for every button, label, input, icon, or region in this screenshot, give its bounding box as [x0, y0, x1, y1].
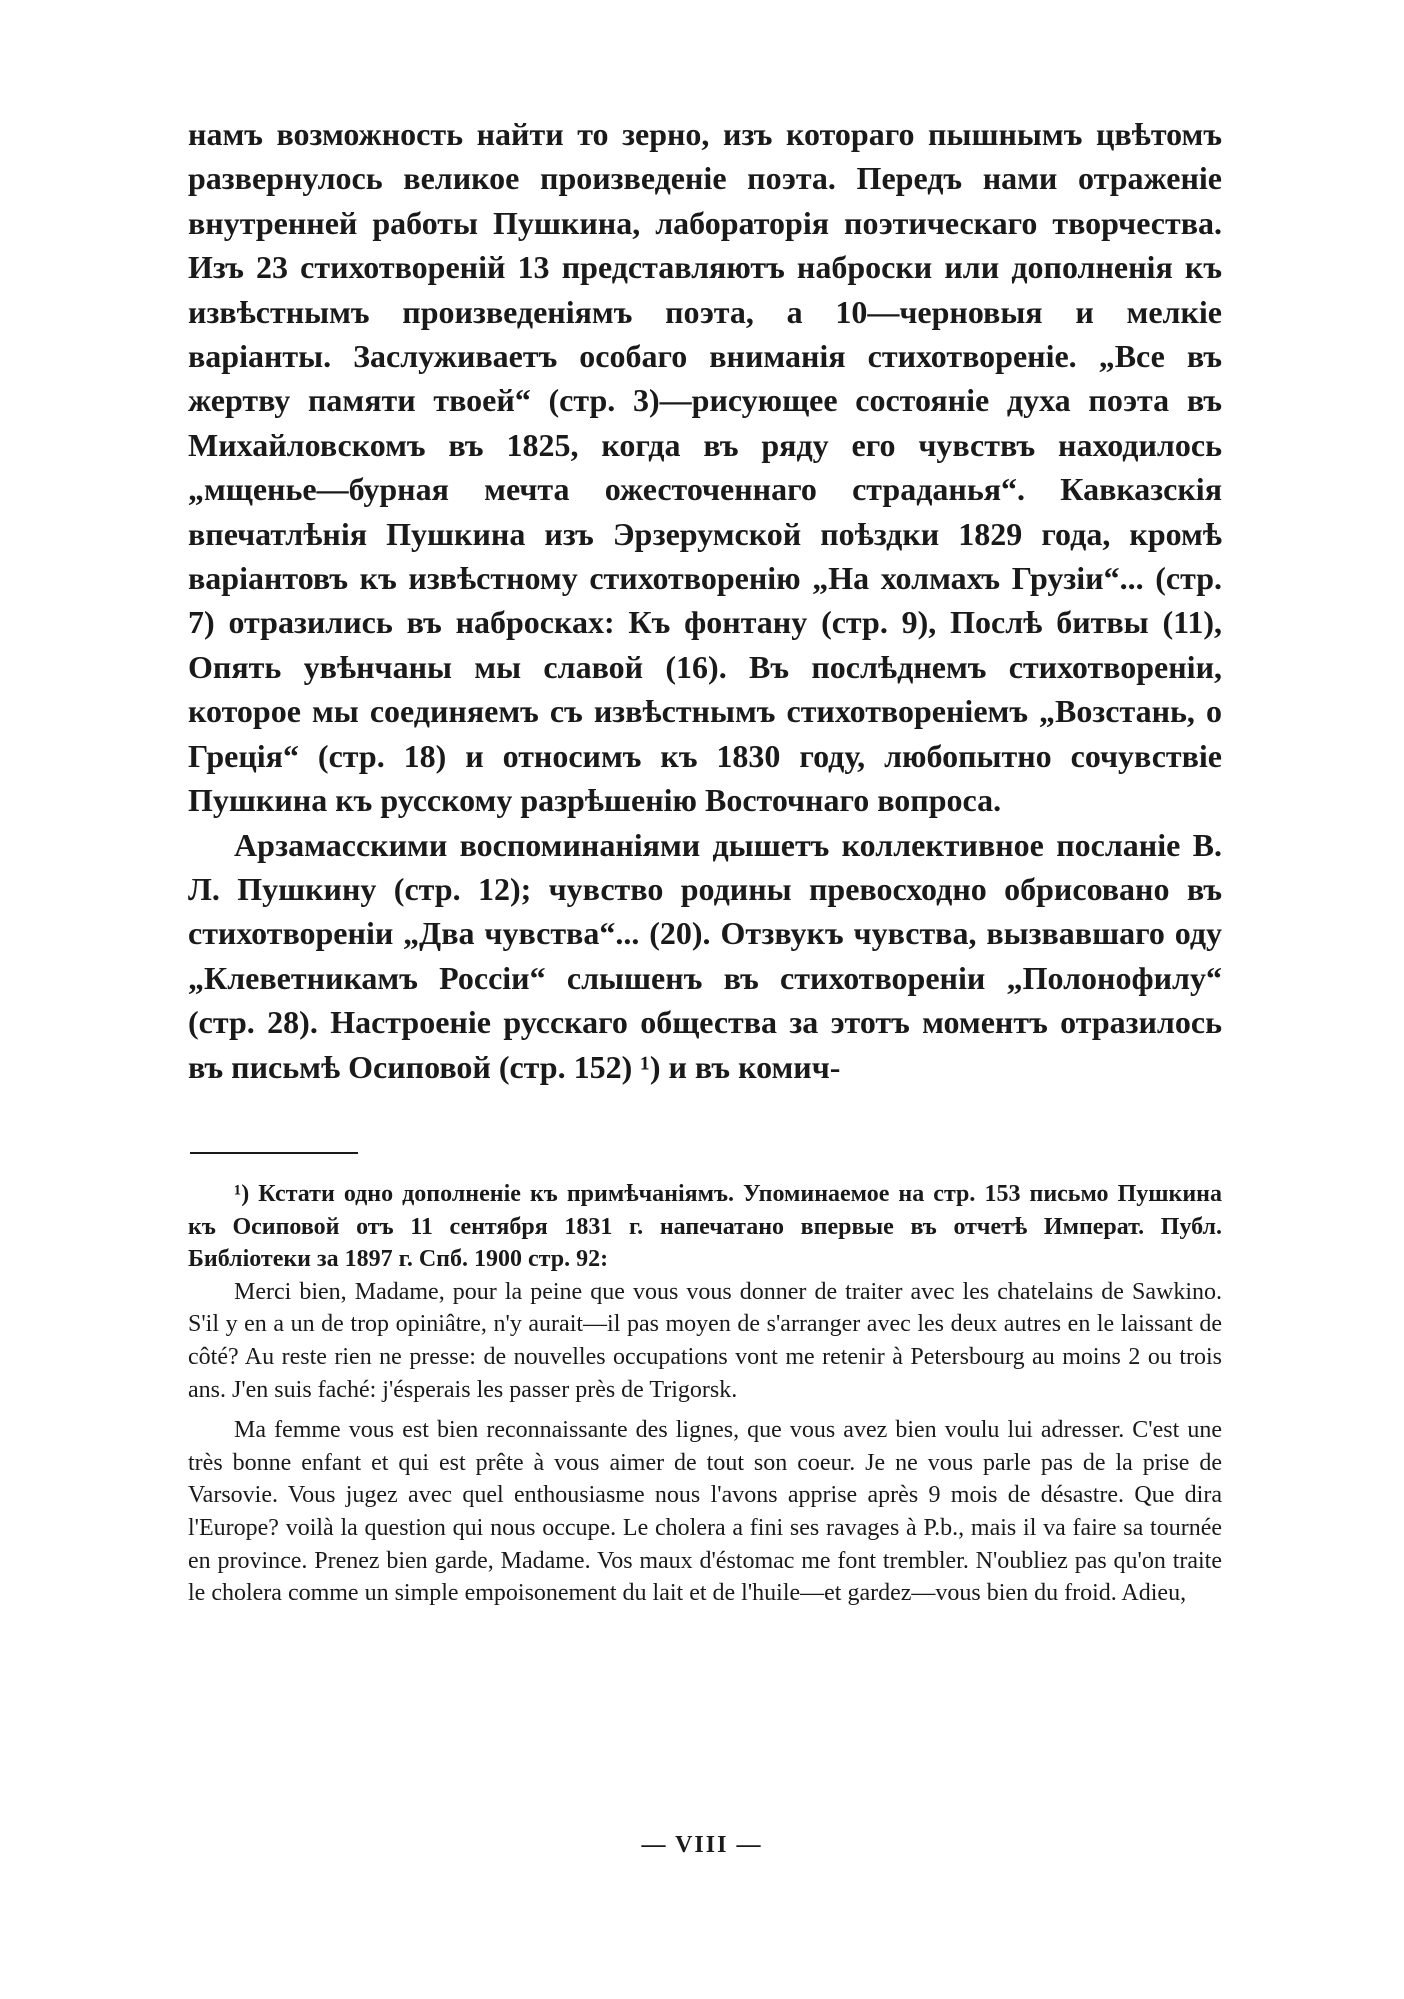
- footnote-letter-paragraph-1: Merci bien, Madame, pour la peine que vous vous donner de traiter avec les chatelains de Sawkino. S'il y en a un de trop opiniâtre, n'y aurait—il pas moyen de s'arranger avec les deux autres en le laissant de côté? Au reste rien ne presse: de nouvelles occupations vont me retenir à Petersbourg au moins 2 ou trois ans. J'en suis faché: j'ésperais les passer près de Trigorsk.: [188, 1278, 1222, 1403]
- page-number: — VIII —: [641, 1832, 763, 1858]
- footnotes-section: [188, 1178, 1222, 1610]
- body-paragraph-2: Арзамасскими воспоминаніями дышетъ коллективное посланіе В. Л. Пушкину (стр. 12); чувство родины превосходно обрисовано въ стихотвореніи „Два чувства“... (20). Отзвукъ чувства, вызвавшаго оду „Клеветникамъ Россіи“ слышенъ въ стихотвореніи „Полонофилу“ (стр. 28). Настроеніе русскаго общества за этотъ моментъ отразилось въ письмѣ Осиповой (стр. 152) ¹) и въ комич-: [188, 826, 1222, 1085]
- footnote-separator: [190, 1152, 358, 1154]
- body-paragraph-1: намъ возможность найти то зерно, изъ котораго пышнымъ цвѣтомъ развернулось великое произведеніе поэта. Передъ нами отраженіе внутренней работы Пушкина, лабораторія поэтическаго творчества. Изъ 23 стихотвореній 13 представляютъ наброски или дополненія къ извѣстнымъ произведеніямъ поэта, а 10—черновыя и мелкіе варіанты. Заслуживаетъ особаго вниманія стихотвореніе. „Все въ жертву памяти твоей“ (стр. 3)—рисующее состояніе духа поэта въ Михайловскомъ въ 1825, когда въ ряду его чувствъ находилось „мщенье—бурная мечта ожесточеннаго страданья“. Кавказскія впечатлѣнія Пушкина изъ Эрзерумской поѣздки 1829 года, кромѣ варіантовъ къ извѣстному стихотворенію „На холмахъ Грузіи“... (стр. 7) отразились въ набросках: Къ фонтану (стр. 9), Послѣ битвы (11), Опять увѣнчаны мы славой (16). Въ послѣднемъ стихотвореніи, которое мы соединяемъ съ извѣстнымъ стихотвореніемъ „Возстань, о Греція“ (стр. 18) и относимъ къ 1830 году, любопытно сочувствіе Пушкина къ русскому разрѣшенію Восточнаго вопроса.: [188, 116, 1222, 819]
- footnote-letter-paragraph-2: Ma femme vous est bien reconnaissante des lignes, que vous avez bien voulu lui adresser. C'est une très bonne enfant et qui est prête à vous aimer de tout son coeur. Je ne vous parle pas de la prise de Varsovie. Vous jugez avec quel enthousiasme nous l'avons apprise après 9 mois de désastre. Que dira l'Europe? voilà la question qui nous occupe. Le cholera a fini ses ravages à P.b., mais il va faire sa tournée en province. Prenez bien garde, Madame. Vos maux d'éstomac me font trembler. N'oubliez pas qu'on traite le cholera comme un simple empoisonement du lait et de l'huile—et gardez—vous bien du froid. Adieu,: [188, 1417, 1222, 1607]
- main-body-text: [188, 112, 1222, 1089]
- footnote-1-header: ¹) Кстати одно дополненіе къ примѣчаніямъ. Упоминаемое на стр. 153 письмо Пушкина къ Осиповой отъ 11 сентября 1831 г. напечатано впервые въ отчетѣ Императ. Публ. Библіотеки за 1897 г. Спб. 1900 стр. 92:: [188, 1181, 1222, 1273]
